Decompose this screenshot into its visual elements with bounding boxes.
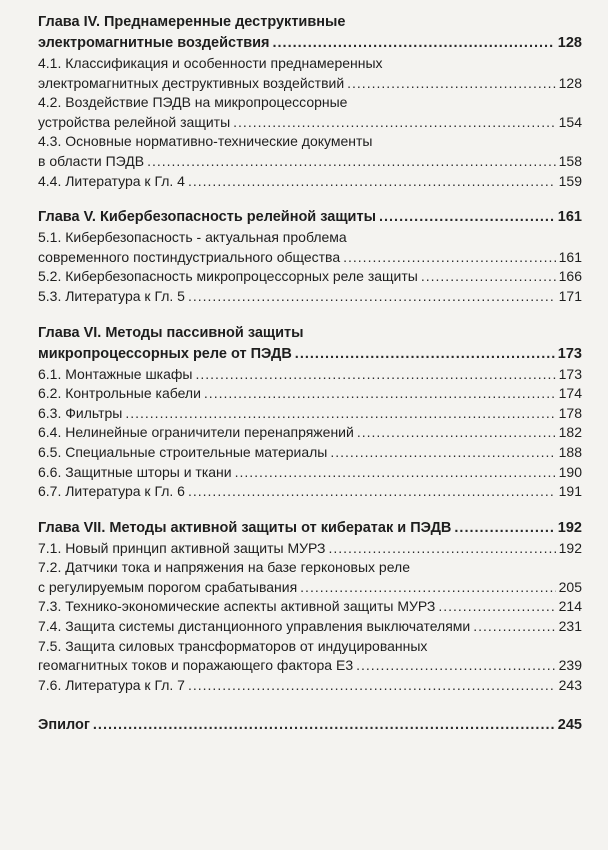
dot-leader: [196, 365, 556, 385]
chapter-page-number: 161: [557, 209, 582, 226]
toc-entry-row: [38, 597, 582, 617]
chapter-title: микропроцессорных реле от ПЭДВ: [38, 345, 292, 362]
entry-page-number: 159: [558, 172, 582, 189]
toc-entry-row: [38, 578, 582, 598]
entry-page-number: 192: [558, 539, 582, 556]
chapter-title-row: [38, 207, 582, 228]
entry-title: 7.3. Технико-экономические аспекты активной защиты МУРЗ: [38, 598, 436, 615]
chapter-page-number: 192: [557, 519, 582, 536]
toc-entry-row: [38, 676, 582, 696]
toc-entry-row: [38, 152, 582, 172]
epilog-row: [38, 715, 582, 736]
toc-entry-row: [38, 267, 582, 287]
chapter-title-row: [38, 33, 582, 54]
entry-title: 6.4. Нелинейные ограничители перенапряжений: [38, 424, 354, 441]
entry-title: 7.6. Литература к Гл. 7: [38, 676, 185, 693]
entry-title: 5.2. Кибербезопасность микропроцессорных реле защиты: [38, 268, 418, 285]
entry-page-number: 231: [558, 618, 582, 635]
dot-leader: [188, 676, 556, 696]
toc-chapter: [38, 12, 582, 191]
toc-entry-row: [38, 656, 582, 676]
toc-entry: [38, 617, 582, 637]
entry-title: 7.2. Датчики тока и напряжения на базе герконовых реле: [38, 559, 410, 576]
toc-entry-row: [38, 539, 582, 559]
entry-page-number: 178: [558, 404, 582, 421]
table-of-contents: [38, 12, 582, 752]
toc-entry: [38, 172, 582, 192]
dot-leader: [233, 113, 555, 133]
entry-page-number: 243: [558, 676, 582, 693]
toc-entry: [38, 404, 582, 424]
chapter-title: электромагнитные воздействия: [38, 35, 270, 51]
entry-title: 6.2. Контрольные кабели: [38, 385, 201, 402]
chapter-title-row: [38, 344, 582, 365]
chapter-title: Глава VII. Методы активной защиты от кибератак и ПЭДВ: [38, 519, 452, 536]
entry-title: 4.1. Классификация и особенности преднамеренных: [38, 55, 383, 71]
toc-entry: [38, 384, 582, 404]
entry-title: 6.1. Монтажные шкафы: [38, 365, 193, 382]
entry-title: 6.7. Литература к Гл. 6: [38, 483, 185, 500]
dot-leader: [357, 423, 556, 443]
entry-title: 7.5. Защита силовых трансформаторов от индуцированных: [38, 637, 428, 654]
toc-entry: [38, 676, 582, 696]
entry-page-number: 191: [558, 483, 582, 500]
dot-leader: [204, 384, 556, 404]
entry-title: 6.6. Защитные шторы и ткани: [38, 463, 232, 480]
dot-leader: [273, 33, 555, 54]
entry-page-number: 188: [558, 443, 582, 460]
entry-title: с регулируемым порогом срабатывания: [38, 578, 298, 595]
dot-leader: [188, 172, 556, 192]
entry-title: 4.3. Основные нормативно-технические документы: [38, 133, 373, 150]
entry-title: в области ПЭДВ: [38, 152, 145, 169]
dot-leader: [300, 578, 555, 598]
toc-entry-row: [38, 443, 582, 463]
dot-leader: [235, 463, 556, 483]
toc-entry-row: [38, 423, 582, 443]
entry-title: 7.4. Защита системы дистанционного управления выключателями: [38, 618, 471, 635]
dot-leader: [329, 539, 556, 559]
toc-entry-row: [38, 365, 582, 385]
toc-entry-row: [38, 74, 582, 94]
dot-leader: [473, 617, 555, 637]
dot-leader: [454, 518, 554, 539]
entry-page-number: 174: [558, 385, 582, 402]
entry-page-number: 239: [558, 657, 582, 674]
chapter-title: Глава IV. Преднамеренные деструктивные: [38, 14, 346, 30]
toc-entry-row: [38, 617, 582, 637]
dot-leader: [330, 443, 555, 463]
chapter-title-row: [38, 518, 582, 539]
toc-entry: [38, 558, 582, 597]
entry-page-number: 158: [558, 152, 582, 169]
toc-entry: [38, 365, 582, 385]
dot-leader: [356, 656, 556, 676]
toc-chapter: [38, 207, 582, 306]
toc-entry: [38, 539, 582, 559]
entry-page-number: 190: [558, 463, 582, 480]
entry-title: геомагнитных токов и поражающего фактора Е3: [38, 657, 354, 674]
toc-entry: [38, 482, 582, 502]
toc-entry-row: [38, 482, 582, 502]
dot-leader: [438, 597, 555, 617]
entry-title: 7.1. Новый принцип активной защиты МУРЗ: [38, 539, 326, 556]
dot-leader: [125, 404, 555, 424]
toc-entry-row: [38, 463, 582, 483]
entry-page-number: 171: [558, 287, 582, 304]
chapter-page-number: 173: [557, 345, 582, 362]
toc-chapter: [38, 518, 582, 696]
entry-page-number: 166: [558, 268, 582, 285]
entry-page-number: 182: [558, 424, 582, 441]
entry-title: 6.3. Фильтры: [38, 404, 123, 421]
entry-page-number: 173: [558, 365, 582, 382]
dot-leader: [343, 248, 556, 268]
dot-leader: [347, 74, 556, 94]
epilog-page-number: 245: [557, 717, 582, 734]
toc-entry: [38, 463, 582, 483]
toc-entry: [38, 637, 582, 676]
entry-page-number: 205: [558, 578, 582, 595]
entry-title: 5.1. Кибербезопасность - актуальная проблема: [38, 229, 347, 246]
entry-title: 4.2. Воздействие ПЭДВ на микропроцессорные: [38, 94, 348, 111]
entry-title: устройства релейной защиты: [38, 113, 231, 130]
toc-entry: [38, 267, 582, 287]
toc-epilog: [38, 715, 582, 736]
toc-entry: [38, 443, 582, 463]
toc-entry: [38, 287, 582, 307]
epilog-title: Эпилог: [38, 717, 90, 734]
toc-entry: [38, 597, 582, 617]
entry-title: 4.4. Литература к Гл. 4: [38, 172, 185, 189]
entry-title: электромагнитных деструктивных воздействий: [38, 74, 345, 91]
toc-entry: [38, 423, 582, 443]
toc-entry-row: [38, 172, 582, 192]
toc-entry-row: [38, 404, 582, 424]
dot-leader: [379, 207, 555, 228]
toc-entry: [38, 54, 582, 93]
dot-leader: [421, 267, 556, 287]
entry-title: 5.3. Литература к Гл. 5: [38, 287, 185, 304]
toc-chapter: [38, 323, 582, 502]
entry-page-number: 161: [558, 248, 582, 265]
entry-title: 6.5. Специальные строительные материалы: [38, 443, 328, 460]
toc-entry-row: [38, 287, 582, 307]
dot-leader: [93, 715, 555, 736]
toc-entry: [38, 93, 582, 132]
entry-title: современного постиндустриального общества: [38, 248, 341, 265]
chapter-page-number: 128: [557, 35, 582, 51]
chapter-title: Глава VI. Методы пассивной защиты: [38, 324, 304, 341]
dot-leader: [188, 482, 556, 502]
toc-entry-row: [38, 384, 582, 404]
toc-entry: [38, 132, 582, 171]
dot-leader: [147, 152, 556, 172]
toc-entry-row: [38, 248, 582, 268]
entry-page-number: 128: [558, 74, 582, 91]
dot-leader: [295, 344, 555, 365]
chapter-title: Глава V. Кибербезопасность релейной защиты: [38, 209, 376, 226]
entry-page-number: 154: [558, 113, 582, 130]
toc-entry-row: [38, 113, 582, 133]
dot-leader: [188, 287, 556, 307]
toc-entry: [38, 228, 582, 267]
entry-page-number: 214: [558, 598, 582, 615]
